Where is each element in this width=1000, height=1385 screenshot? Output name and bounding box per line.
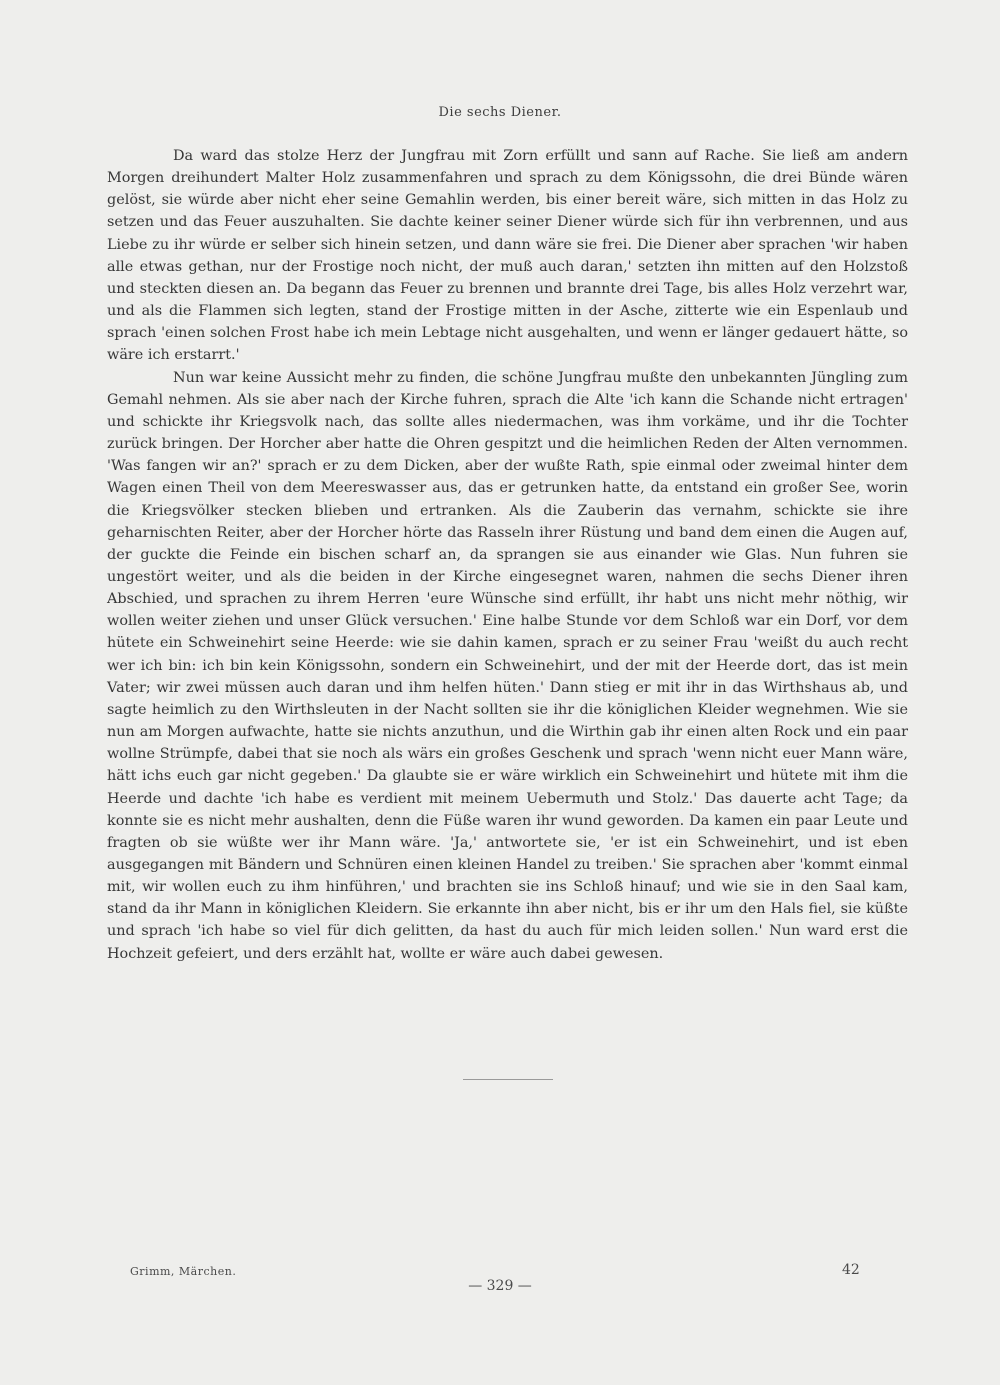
paragraph-2: Nun war keine Aussicht mehr zu finden, die schöne Jungfrau mußte den unbekannten Jüngling zum Gemahl nehmen. Als sie aber nach der Kirche fuhren, sprach die Alte 'ich kann die Schande nicht ertragen' und schickte ihr Kriegsvolk nach, das sollte alles niedermachen, was ihm vorkäme, und ihr die Tochter zurück bringen. Der Horcher aber hatte die Ohren gespitzt und die heimlichen Reden der Alten vernommen. 'Was fangen wir an?' sprach er zu dem Dicken, aber der wußte Rath, spie einmal oder zweimal hinter dem Wagen einen Theil von dem Meereswasser aus, das er getrunken hatte, da entstand ein großer See, worin die Kriegsvölker stecken blieben und ertranken. Als die Zauberin das vernahm, schickte sie ihre geharnischten Reiter, aber der Horcher hörte das Rasseln ihrer Rüstung und band dem einen die Augen auf, der guckte die Feinde ein bischen scharf an, da sprangen sie aus einander wie Glas. Nun fuhren sie ungestört weiter, und als die beiden in der Kirche eingesegnet waren, nahmen die sechs Diener ihren Abschied, und sprachen zu ihrem Herren 'eure Wünsche sind erfüllt, ihr habt uns nicht mehr nöthig, wir wollen weiter ziehen und unser Glück versuchen.' Eine halbe Stunde vor dem Schloß war ein Dorf, vor dem hütete ein Schweinehirt seine Heerde: wie sie dahin kamen, sprach er zu seiner Frau 'weißt du auch recht wer ich bin: ich bin kein Königssohn, sondern ein Schweinehirt, und der mit der Heerde dort, das ist mein Vater; wir zwei müssen auch daran und ihm helfen hüten.' Dann stieg er mit ihr in das Wirthshaus ab, und sagte heimlich zu den Wirthsleuten in der Nacht sollten sie ihr die königlichen Kleider wegnehmen. Wie sie nun am Morgen aufwachte, hatte sie nichts anzuthun, und die Wirthin gab ihr einen alten Rock und ein paar wollne Strümpfe, dabei that sie noch als wärs ein großes Geschenk und sprach 'wenn nicht euer Mann wäre, hätt ichs euch gar nicht gegeben.' Da glaubte sie er wäre wirklich ein Schweinehirt und hütete mit ihm die Heerde und dachte 'ich habe es verdient mit meinem Uebermuth und Stolz.' Das dauerte acht Tage; da konnte sie es nicht mehr aushalten, denn die Füße waren ihr wund geworden. Da kamen ein paar Leute und fragten ob sie wüßte wer ihr Mann wäre. 'Ja,' antwortete sie, 'er ist ein Schweinehirt, und ist eben ausgegangen mit Bändern und Schnüren einen kleinen Handel zu treiben.' Sie sprachen aber 'kommt einmal mit, wir wollen euch zu ihm hinführen,' und brachten sie ins Schloß hinauf; und wie sie in den Saal kam, stand da ihr Mann in königlichen Kleidern. Sie erkannte ihn aber nicht, bis er ihr um den Hals fiel, sie küßte und sprach 'ich habe so viel für dich gelitten, da hast du auch für mich leiden sollen.' Nun ward erst die Hochzeit gefeiert, und ders erzählt hat, wollte er wäre auch dabei gewesen. xyxy=(107,369,908,962)
body-text xyxy=(107,145,908,965)
footer-sheet-number: 42 xyxy=(842,1262,860,1278)
page-number: — 329 — xyxy=(468,1278,532,1294)
footer-signature: Grimm, Märchen. xyxy=(130,1265,237,1278)
running-head: Die sechs Diener. xyxy=(438,105,562,120)
paragraph-1: Da ward das stolze Herz der Jungfrau mit Zorn erfüllt und sann auf Rache. Sie ließ am andern Morgen dreihundert Malter Holz zusammenfahren und sprach zu dem Königssohn, die drei Bünde wären gelöst, sie würde aber nicht eher seine Gemahlin werden, bis einer bereit wäre, sich mitten in das Holz zu setzen und das Feuer auszuhalten. Sie dachte keiner seiner Diener würde sich für ihn verbrennen, und aus Liebe zu ihr würde er selber sich hinein setzen, und dann wäre sie frei. Die Diener aber sprachen 'wir haben alle etwas gethan, nur der Frostige noch nicht, der muß auch daran,' setzten ihn mitten auf den Holzstoß und steckten diesen an. Da begann das Feuer zu brennen und brannte drei Tage, bis alles Holz verzehrt war, und als die Flammen sich legten, stand der Frostige mitten in der Asche, zitterte wie ein Espenlaub und sprach 'einen solchen Frost habe ich mein Lebtage nicht ausgehalten, und wenn er länger gedauert hätte, so wäre ich erstarrt.' xyxy=(107,148,908,364)
end-divider xyxy=(463,1079,553,1080)
